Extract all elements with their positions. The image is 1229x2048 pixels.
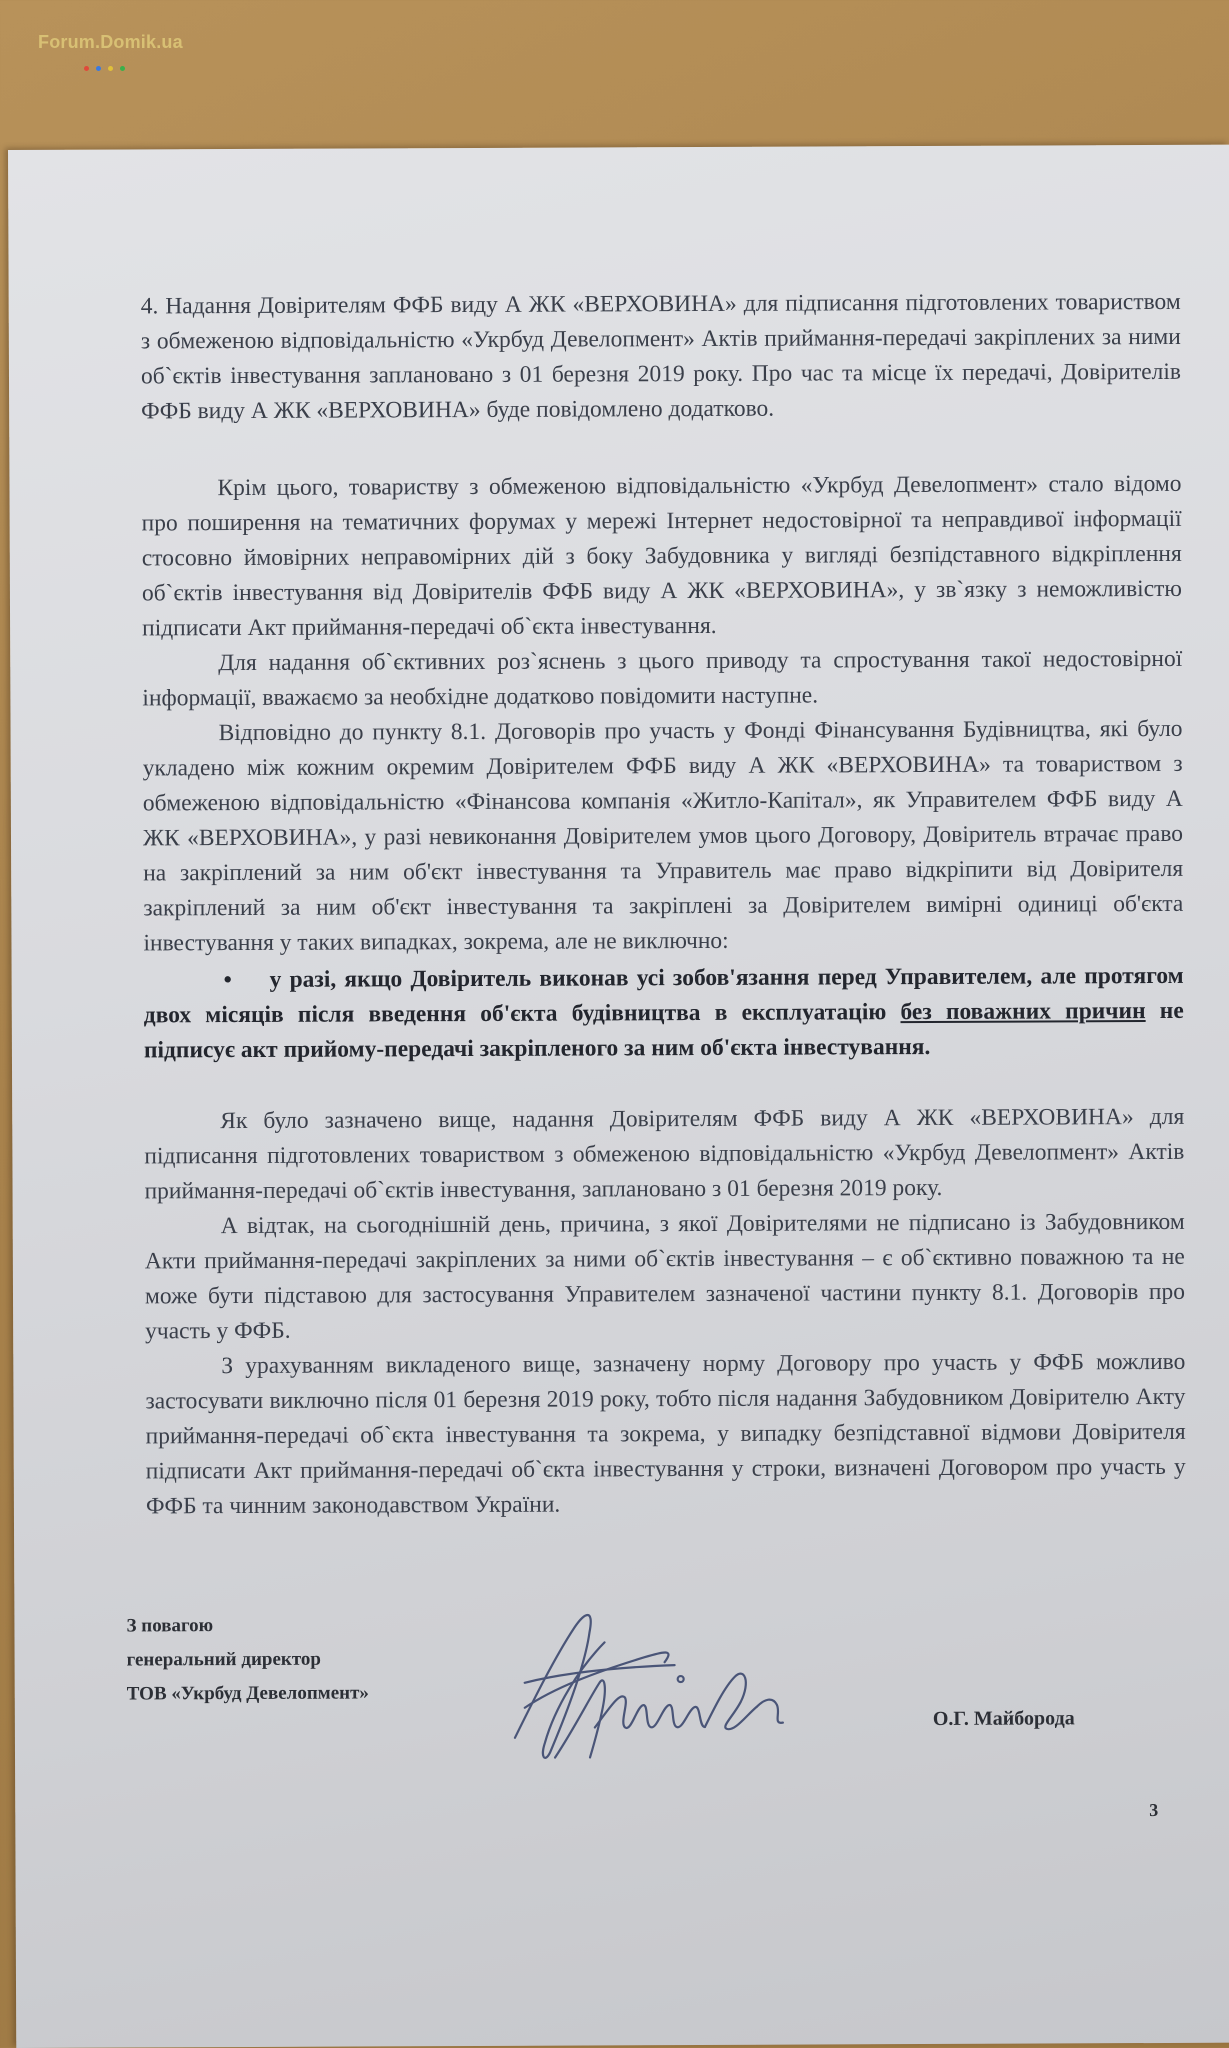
signer-name: О.Г. Майборода bbox=[932, 1707, 1075, 1730]
paragraph-conclusion: З урахуванням викладеного вище, зазначену норму Договору про участь у ФФБ можливо застосувати виключно після 01 березня 2019 року, тобто після надання Забудовником Довірителю Акту приймання-передачі об`єкта інвестування та зокрема, у випадку безпідставної відмови Довірителя підписати Акт приймання-передачі об`єкта інвестування у строки, визначені Договором про участь у ФФБ та чинним законодавством України. bbox=[145, 1348, 1186, 1520]
signature-block bbox=[126, 1608, 369, 1711]
bullet-clause bbox=[144, 959, 1184, 1069]
bullet-mark: • bbox=[223, 967, 232, 994]
document-page bbox=[8, 145, 1229, 2048]
paragraph-clarification: Для надання об`єктивних роз`яснень з цього приводу та спростування такої недостовірної інформації, вважаємо за необхідне додатково повідомити наступне. bbox=[142, 645, 1183, 712]
company-name: ТОВ «Укрбуд Девелопмент» bbox=[126, 1682, 369, 1705]
paragraph-4: 4. Надання Довірителям ФФБ виду А ЖК «ВЕРХОВИНА» для підписання підготовлених товариством з обмеженою відповідальністю «Укрбуд Девелопмент» Актів приймання-передачі закріплених за ними об`єктів інвестування заплановано з 01 березня 2019 року. Про час та місце їх передачі, Довірителів ФФБ виду А ЖК «ВЕРХОВИНА» буде повідомлено додатково. bbox=[140, 288, 1182, 425]
bullet-text-a: у разі, якщо Довіритель виконав усі зобов'язання перед Управителем, але протягом двох місяців після введення об'єкта будівництва в експлуатацію bbox=[143, 962, 1184, 1029]
bullet-text-b: не підписує акт прийому-передачі закріпленого за ним об'єкта інвестування. bbox=[143, 997, 1184, 1064]
watermark-text: Forum.Domik.ua bbox=[38, 32, 183, 52]
watermark-dots bbox=[84, 58, 144, 64]
paragraph-clause-8-1: Відповідно до пункту 8.1. Договорів про участь у Фонді Фінансування Будівництва, які було укладено між кожним окремим Довірителем ФФБ виду А ЖК «ВЕРХОВИНА» та товариством з обмеженою відповідальністю «Фінансова компанія «Житло-Капітал», як Управителем ФФБ виду А ЖК «ВЕРХОВИНА», у разі невиконання Довірителем умов цього Договору, Довіритель втрачає право на закріплений за ним об'єкт інвестування та Управитель має право відкріпити від Довірителя закріплений за ним об'єкт інвестування та закріплені за Довірителем вимірні одиниці об'єкта інвестування у таких випадках, зокрема, але не виключно: bbox=[142, 715, 1184, 957]
paragraph-forums: Крім цього, товариству з обмеженою відповідальністю «Укрбуд Девелопмент» стало відомо про поширення на тематичних форумах у мережі Інтернет недостовірної та неправдивої інформації стосовно ймовірних неправомірних дій з боку Забудовника у вигляді безпідставного відкріплення об`єктів інвестування від Довірителів ФФБ виду А ЖК «ВЕРХОВИНА», у зв`язку з неможливістю підписати Акт приймання-передачі об`єкта інвестування. bbox=[141, 470, 1182, 642]
signer-title: генеральний директор bbox=[126, 1648, 322, 1671]
handwritten-signature bbox=[494, 1586, 855, 1788]
letter-body bbox=[141, 285, 1186, 1525]
bullet-text-underlined: без поважних причин bbox=[900, 998, 1146, 1026]
paragraph-therefore: А відтак, на сьогоднішній день, причина, з якої Довірителями не підписано із Забудовником Акти приймання-передачі закріплених за ними об`єктів інвестування – є об`єктивно поважною та не може бути підставою для застосування Управителем зазначеної частини пункту 8.1. Договорів про участь у ФФБ. bbox=[144, 1208, 1186, 1345]
page-number: 3 bbox=[1149, 1799, 1159, 1821]
closing-regards: З повагою bbox=[126, 1615, 214, 1637]
paragraph-as-mentioned: Як було зазначено вище, надання Довірителям ФФБ виду А ЖК «ВЕРХОВИНА» для підписання підготовлених товариством з обмеженою відповідальністю «Укрбуд Девелопмент» Актів приймання-передачі об`єктів інвестування, заплановано з 01 березня 2019 року. bbox=[144, 1103, 1185, 1205]
